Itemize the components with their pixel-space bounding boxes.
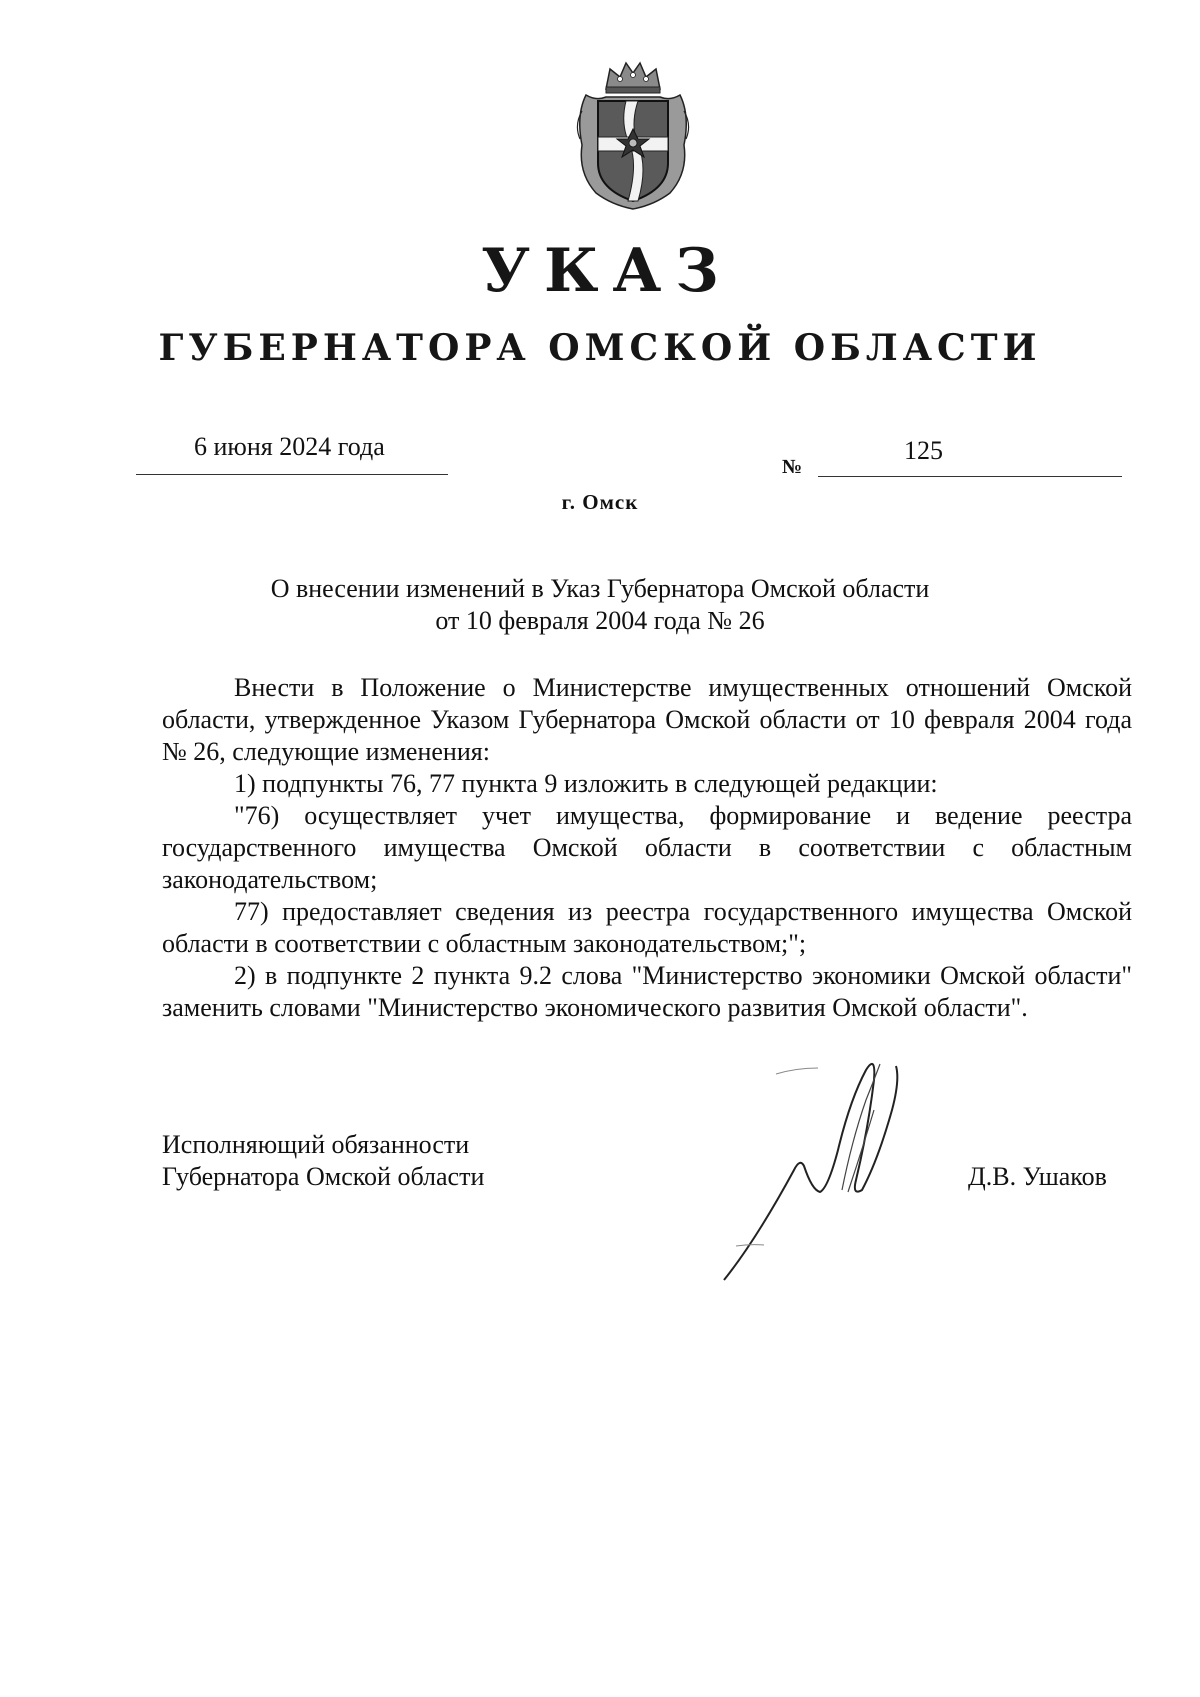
signatory-position-line-2: Губернатора Омской области (162, 1162, 485, 1191)
number-sign: № (782, 456, 803, 478)
body-paragraph-4: 77) предоставляет сведения из реестра государственного имущества Омской области в соответствии с областным законодательством;"; (162, 897, 1132, 958)
handwritten-signature (716, 1040, 986, 1290)
subject-line-2: от 10 февраля 2004 года № 26 (435, 606, 765, 635)
signatory-position (162, 1129, 484, 1193)
number-field (818, 434, 1122, 477)
document-body (162, 672, 1132, 1024)
document-date: 6 июня 2024 года (194, 432, 385, 461)
document-title: УКАЗ (481, 236, 733, 306)
signatory-name: Д.В. Ушаков (968, 1162, 1107, 1191)
date-field (136, 430, 448, 475)
document-subject (0, 573, 1200, 637)
signatory-position-line-1: Исполняющий обязанности (162, 1130, 470, 1159)
body-paragraph-1: Внести в Положение о Министерстве имущественных отношений Омской области, утвержденное Указом Губернатора Омской области от 10 февраля 2004 года № 26, следующие изменения: (162, 673, 1132, 766)
document-number: 125 (904, 436, 943, 465)
document-subtitle: ГУБЕРНАТОРА ОМСКОЙ ОБЛАСТИ (158, 327, 1042, 369)
body-paragraph-3: "76) осуществляет учет имущества, формирование и ведение реестра государственного имущества Омской области в соответствии с областным законодательством; (162, 801, 1132, 894)
body-paragraph-5: 2) в подпункте 2 пункта 9.2 слова "Министерство экономики Омской области" заменить словами "Министерство экономического развития Омской области". (162, 961, 1132, 1022)
subject-line-1: О внесении изменений в Указ Губернатора Омской области (270, 574, 930, 603)
document-city: г. Омск (561, 490, 639, 514)
body-paragraph-2: 1) подпункты 76, 77 пункта 9 изложить в следующей редакции: (234, 769, 938, 798)
coat-of-arms-icon (572, 55, 694, 213)
